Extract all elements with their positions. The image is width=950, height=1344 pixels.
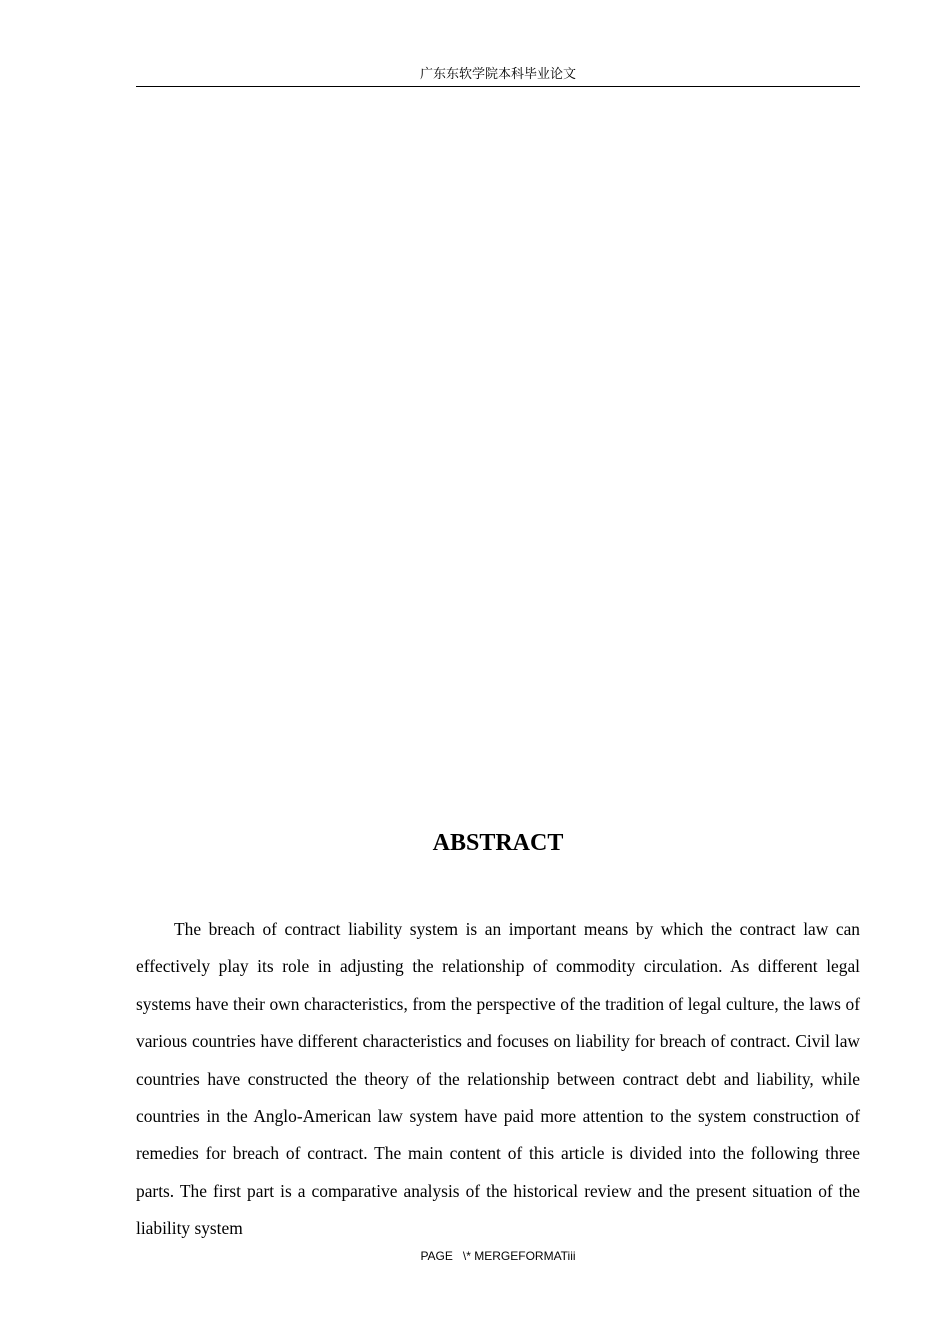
page-number-footer: PAGE \* MERGEFORMATiii	[420, 1249, 576, 1263]
abstract-body: The breach of contract liability system is an important means by which the contract law can effectively play its role in adjusting the relationship of commodity circulation. As different legal systems have their own characteristics, from the perspective of the tradition of legal culture, the laws of various countries have different characteristics and focuses on liability for breach of contract. Civil law countries have constructed the theory of the relationship between contract debt and liability, while countries in the Anglo-American law system have paid more attention to the system construction of remedies for breach of contract. The main content of this article is divided into the following three parts. The first part is a comparative analysis of the historical review and the present situation of the liability system	[136, 919, 860, 1239]
abstract-title: ABSTRACT	[432, 830, 564, 856]
page-header	[136, 66, 860, 87]
header-title: 广东东软学院本科毕业论文	[419, 67, 576, 82]
